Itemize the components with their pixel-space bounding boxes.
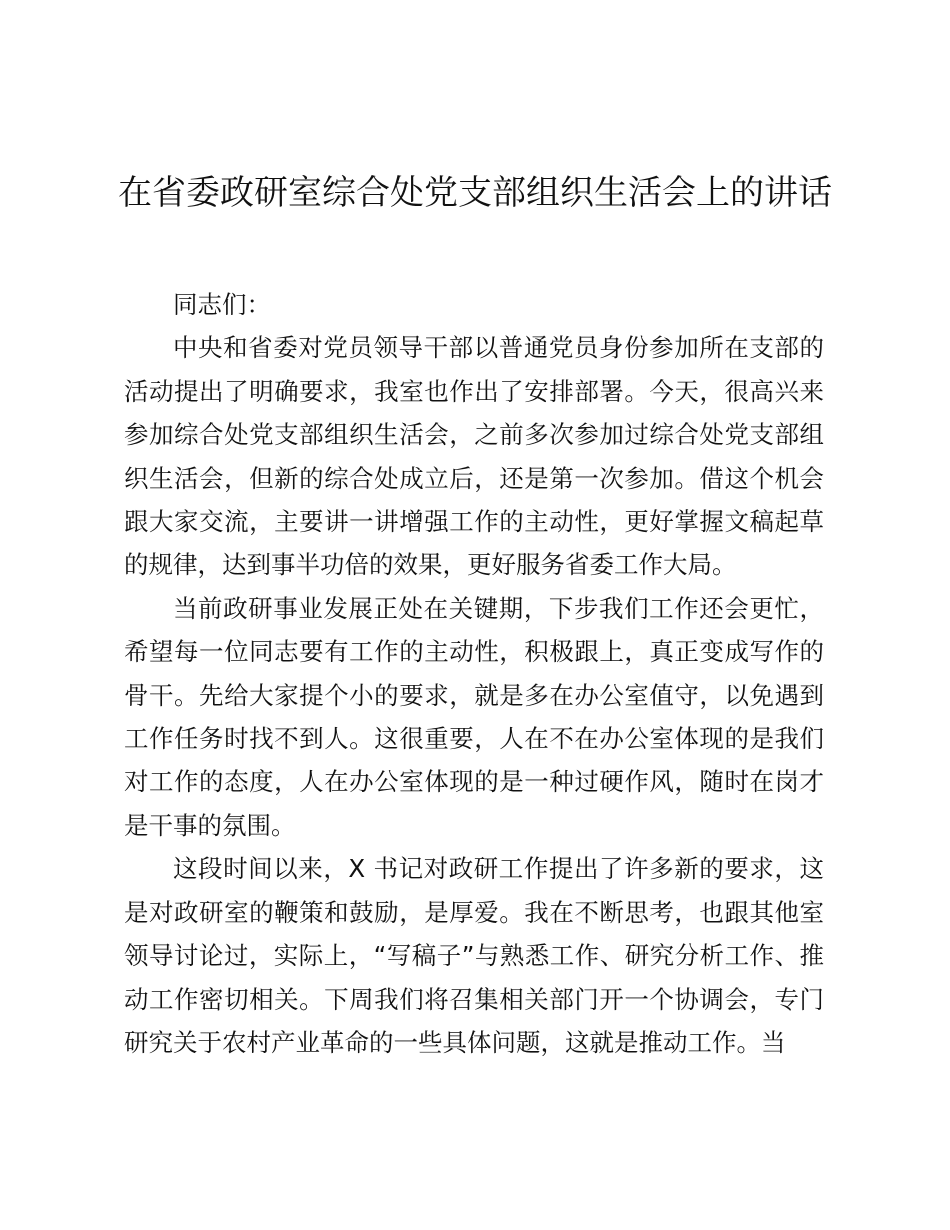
document-body — [124, 283, 824, 1064]
paragraph-1: 中央和省委对党员领导干部以普通党员身份参加所在支部的活动提出了明确要求，我室也作出了安排部署。今天，很高兴来参加综合处党支部组织生活会，之前多次参加过综合处党支部组织生活会，但新的综合处成立后，还是第一次参加。借这个机会跟大家交流，主要讲一讲增强工作的主动性，更好掌握文稿起草的规律，达到事半功倍的效果，更好服务省委工作大局。 — [124, 333, 824, 580]
paragraph-2: 当前政研事业发展正处在关键期，下步我们工作还会更忙，希望每一位同志要有工作的主动性，积极跟上，真正变成写作的骨干。先给大家提个小的要求，就是多在办公室值守，以免遇到工作任务时找不到人。这很重要，人在不在办公室体现的是我们对工作的态度，人在办公室体现的是一种过硬作风，随时在岗才是干事的氛围。 — [124, 593, 824, 840]
document-title: 在省委政研室综合处党支部组织生活会上的讲话 — [118, 173, 832, 213]
paragraph-3: 这段时间以来，X 书记对政研工作提出了许多新的要求，这是对政研室的鞭策和鼓励，是厚爱。我在不断思考，也跟其他室领导讨论过，实际上，“写稿子”与熟悉工作、研究分析工作、推动工作密切相关。下周我们将召集相关部门开一个协调会，专门研究关于农村产业革命的一些具体问题，这就是推动工作。当 — [124, 854, 824, 1057]
salutation: 同志们： — [173, 290, 271, 319]
